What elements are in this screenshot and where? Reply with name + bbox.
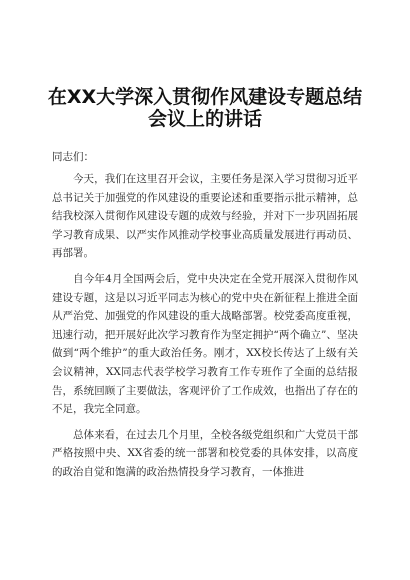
document-body (52, 170, 358, 489)
paragraph-2: 自今年4月全国两会后，党中央决定在全党开展深入贯彻作风建设专题，这是以习近平同志为核心的党中央在新征程上推进全面从严治党、加强党的作风建设的重大战略部署。校党委高度重视，迅速行动，把开展好此次学习教育作为坚定拥护“两个确立”、坚决做到“两个维护”的重大政治任务。刚才，XX校长传达了上级有关会议精神，XX同志代表学校学习教育工作专班作了全面的总结报告，系统回顾了主要做法，客观评价了工作成效，也指出了存在的不足，我完全同意。 (52, 272, 358, 416)
salutation: 同志们： (52, 151, 94, 163)
paragraph-3: 总体来看，在过去几个月里，全校各级党组织和广大党员干部严格按照中央、XX省委的统一部署和校党委的具体安排，以高度的政治自觉和饱满的政治热情投身学习教育，一体推进 (52, 428, 358, 478)
document-title-line-1: 在XX大学深入贯彻作风建设专题总结 (47, 86, 363, 108)
document-title-line-2: 会议上的讲话 (147, 108, 262, 130)
paragraph-1: 今天，我们在这里召开会议，主要任务是深入学习贯彻习近平总书记关于加强党的作风建设的重要论述和重要指示批示精神，总结我校深入贯彻作风建设专题的成效与经验，并对下一步巩固拓展学习教育成果、以严实作风推动学校事业高质量发展进行再动员、再部署。 (52, 173, 358, 260)
